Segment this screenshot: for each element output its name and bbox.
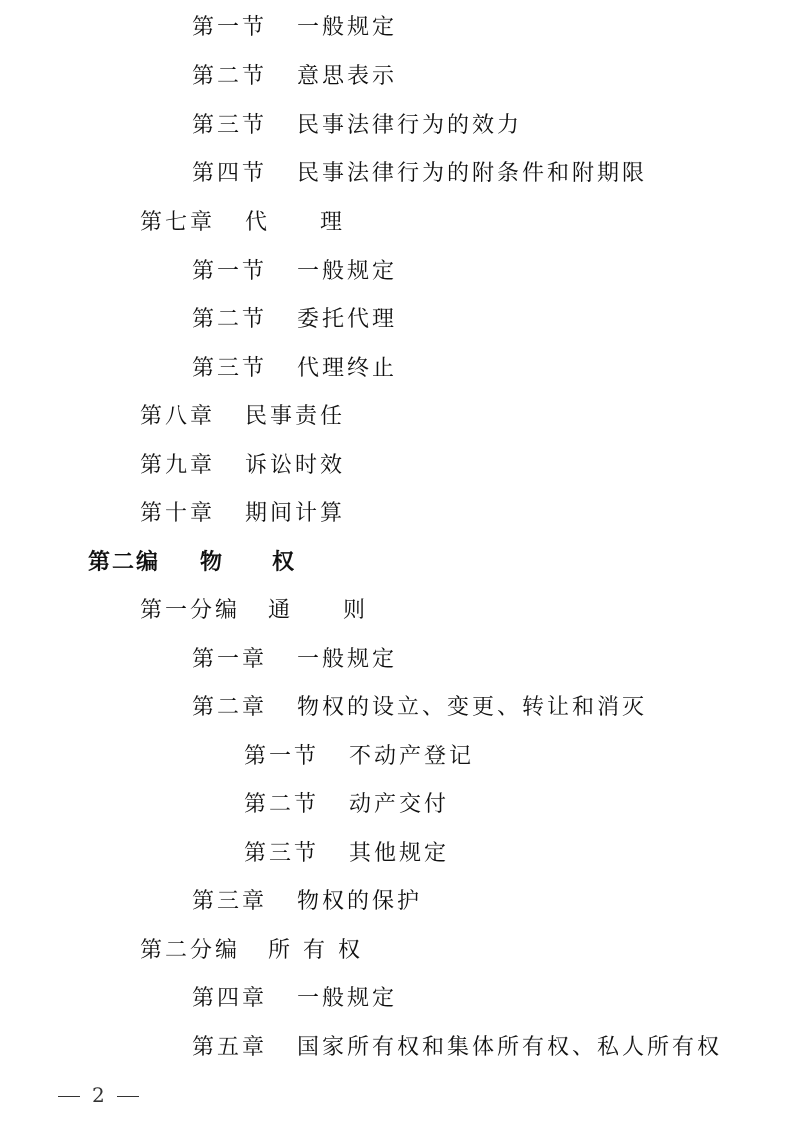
toc-entry-title: 委托代理 bbox=[297, 307, 398, 332]
toc-entry-number: 第四节 bbox=[192, 161, 268, 186]
footer-dash-left bbox=[58, 1096, 80, 1097]
toc-chapter bbox=[140, 498, 345, 530]
page-footer bbox=[58, 1080, 139, 1110]
toc-chapter-title: 一般规定 bbox=[297, 647, 398, 672]
toc-entry bbox=[192, 256, 397, 288]
toc-entry-number: 第二节 bbox=[192, 64, 268, 89]
toc-subpart-number: 第二分编 bbox=[140, 938, 241, 963]
toc-entry bbox=[192, 61, 397, 93]
toc-part-title: 物 权 bbox=[200, 550, 297, 575]
toc-chapter-title: 物权的设立、变更、转让和消灭 bbox=[297, 695, 648, 720]
toc-subpart bbox=[140, 935, 363, 967]
toc-subpart-title: 所 有 权 bbox=[268, 938, 364, 963]
toc-entry bbox=[192, 158, 647, 190]
toc-chapter bbox=[192, 644, 397, 676]
toc-chapter-number: 第一章 bbox=[192, 647, 268, 672]
toc-entry-title: 一般规定 bbox=[297, 15, 398, 40]
toc-chapter-number: 第十章 bbox=[140, 501, 216, 526]
toc-chapter bbox=[192, 983, 397, 1015]
footer-dash-right bbox=[117, 1096, 139, 1097]
toc-chapter-title: 国家所有权和集体所有权、私人所有权 bbox=[297, 1035, 723, 1060]
toc-entry-number: 第一节 bbox=[192, 15, 268, 40]
toc-chapter-number: 第二章 bbox=[192, 695, 268, 720]
toc-entry-title: 民事法律行为的附条件和附期限 bbox=[297, 161, 648, 186]
toc-chapter-number: 第三章 bbox=[192, 889, 268, 914]
toc-entry bbox=[192, 304, 397, 336]
toc-entry-number: 第三节 bbox=[244, 841, 320, 866]
toc-part-number: 第二编 bbox=[88, 550, 161, 575]
toc-chapter-number: 第七章 bbox=[140, 210, 216, 235]
toc-entry-number: 第三节 bbox=[192, 356, 268, 381]
toc-chapter bbox=[140, 450, 345, 482]
toc-entry-title: 动产交付 bbox=[349, 792, 450, 817]
toc-entry bbox=[244, 741, 474, 773]
toc-chapter-title: 物权的保护 bbox=[297, 889, 423, 914]
toc-entry-title: 一般规定 bbox=[297, 259, 398, 284]
toc-chapter-number: 第五章 bbox=[192, 1035, 268, 1060]
toc-chapter-title: 诉讼时效 bbox=[245, 453, 346, 478]
toc-entry-title: 意思表示 bbox=[297, 64, 398, 89]
toc-entry-number: 第一节 bbox=[192, 259, 268, 284]
toc-chapter bbox=[192, 886, 422, 918]
toc-entry-number: 第二节 bbox=[192, 307, 268, 332]
toc-chapter-title: 期间计算 bbox=[245, 501, 346, 526]
toc-chapter-number: 第八章 bbox=[140, 404, 216, 429]
toc-entry-number: 第一节 bbox=[244, 744, 320, 769]
toc-chapter bbox=[192, 1032, 722, 1064]
toc-chapter bbox=[140, 401, 345, 433]
toc-part bbox=[88, 547, 296, 579]
toc-chapter bbox=[140, 207, 345, 239]
toc-entry-number: 第三节 bbox=[192, 113, 268, 138]
toc-entry bbox=[192, 353, 397, 385]
toc-chapter-title: 代 理 bbox=[245, 210, 346, 235]
toc-entry-title: 不动产登记 bbox=[349, 744, 475, 769]
toc-subpart bbox=[140, 595, 368, 627]
toc-chapter-number: 第四章 bbox=[192, 986, 268, 1011]
toc-chapter-number: 第九章 bbox=[140, 453, 216, 478]
toc-entry bbox=[244, 838, 449, 870]
toc-chapter-title: 民事责任 bbox=[245, 404, 346, 429]
toc-chapter bbox=[192, 692, 647, 724]
toc-entry-title: 民事法律行为的效力 bbox=[297, 113, 523, 138]
toc-entry-title: 其他规定 bbox=[349, 841, 450, 866]
toc-entry bbox=[192, 12, 397, 44]
toc-chapter-title: 一般规定 bbox=[297, 986, 398, 1011]
page-number: 2 bbox=[92, 1083, 105, 1107]
toc-entry bbox=[244, 789, 449, 821]
toc-entry-title: 代理终止 bbox=[297, 356, 398, 381]
toc-entry-number: 第二节 bbox=[244, 792, 320, 817]
toc-subpart-number: 第一分编 bbox=[140, 598, 241, 623]
toc-subpart-title: 通 则 bbox=[268, 598, 369, 623]
toc-entry bbox=[192, 110, 522, 142]
